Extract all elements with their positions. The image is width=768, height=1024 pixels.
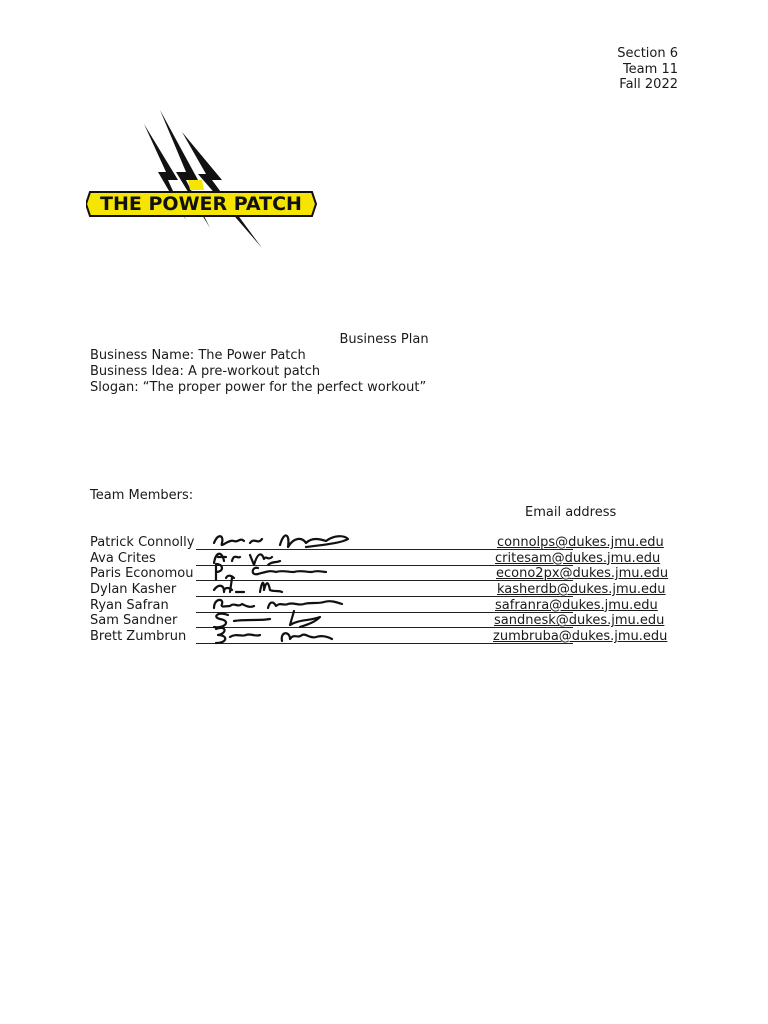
slogan: Slogan: “The proper power for the perfect workout” xyxy=(90,380,427,395)
document-title: Business Plan xyxy=(339,332,429,347)
member-email[interactable]: sandnesk@dukes.jmu.edu xyxy=(494,613,665,629)
member-name: Ryan Safran xyxy=(90,597,169,613)
member-email[interactable]: critesam@dukes.jmu.edu xyxy=(495,550,661,566)
team-members-heading: Team Members: xyxy=(90,488,194,503)
business-name: Business Name: The Power Patch xyxy=(90,348,306,363)
logo-text: THE POWER PATCH xyxy=(100,193,302,215)
email-address-heading: Email address xyxy=(525,505,617,520)
member-row xyxy=(90,535,690,551)
member-name: Ava Crites xyxy=(90,550,156,566)
member-name: Dylan Kasher xyxy=(90,582,177,598)
team-members-list xyxy=(90,535,690,645)
member-email[interactable]: zumbruba@dukes.jmu.edu xyxy=(493,629,668,645)
term-label: Fall 2022 xyxy=(619,77,678,92)
member-name: Paris Economou xyxy=(90,566,194,582)
member-name: Brett Zumbrun xyxy=(90,629,187,645)
member-row xyxy=(90,582,690,598)
member-row xyxy=(90,613,690,629)
header-info xyxy=(560,46,678,93)
member-email[interactable]: connolps@dukes.jmu.edu xyxy=(497,535,664,550)
team-label: Team 11 xyxy=(622,61,678,77)
member-row xyxy=(90,629,690,645)
member-email[interactable]: econo2px@dukes.jmu.edu xyxy=(496,566,669,582)
power-patch-logo xyxy=(86,110,318,250)
business-idea: Business Idea: A pre-workout patch xyxy=(90,364,321,379)
member-name: Sam Sandner xyxy=(90,613,178,629)
section-label: Section 6 xyxy=(617,46,678,61)
member-name: Patrick Connolly xyxy=(90,535,195,550)
member-email[interactable]: kasherdb@dukes.jmu.edu xyxy=(497,582,666,598)
member-row xyxy=(90,598,690,614)
member-email[interactable]: safranra@dukes.jmu.edu xyxy=(495,597,658,613)
member-row xyxy=(90,566,690,582)
handwritten-signature xyxy=(210,623,370,647)
member-row xyxy=(90,551,690,567)
business-info xyxy=(90,348,426,396)
